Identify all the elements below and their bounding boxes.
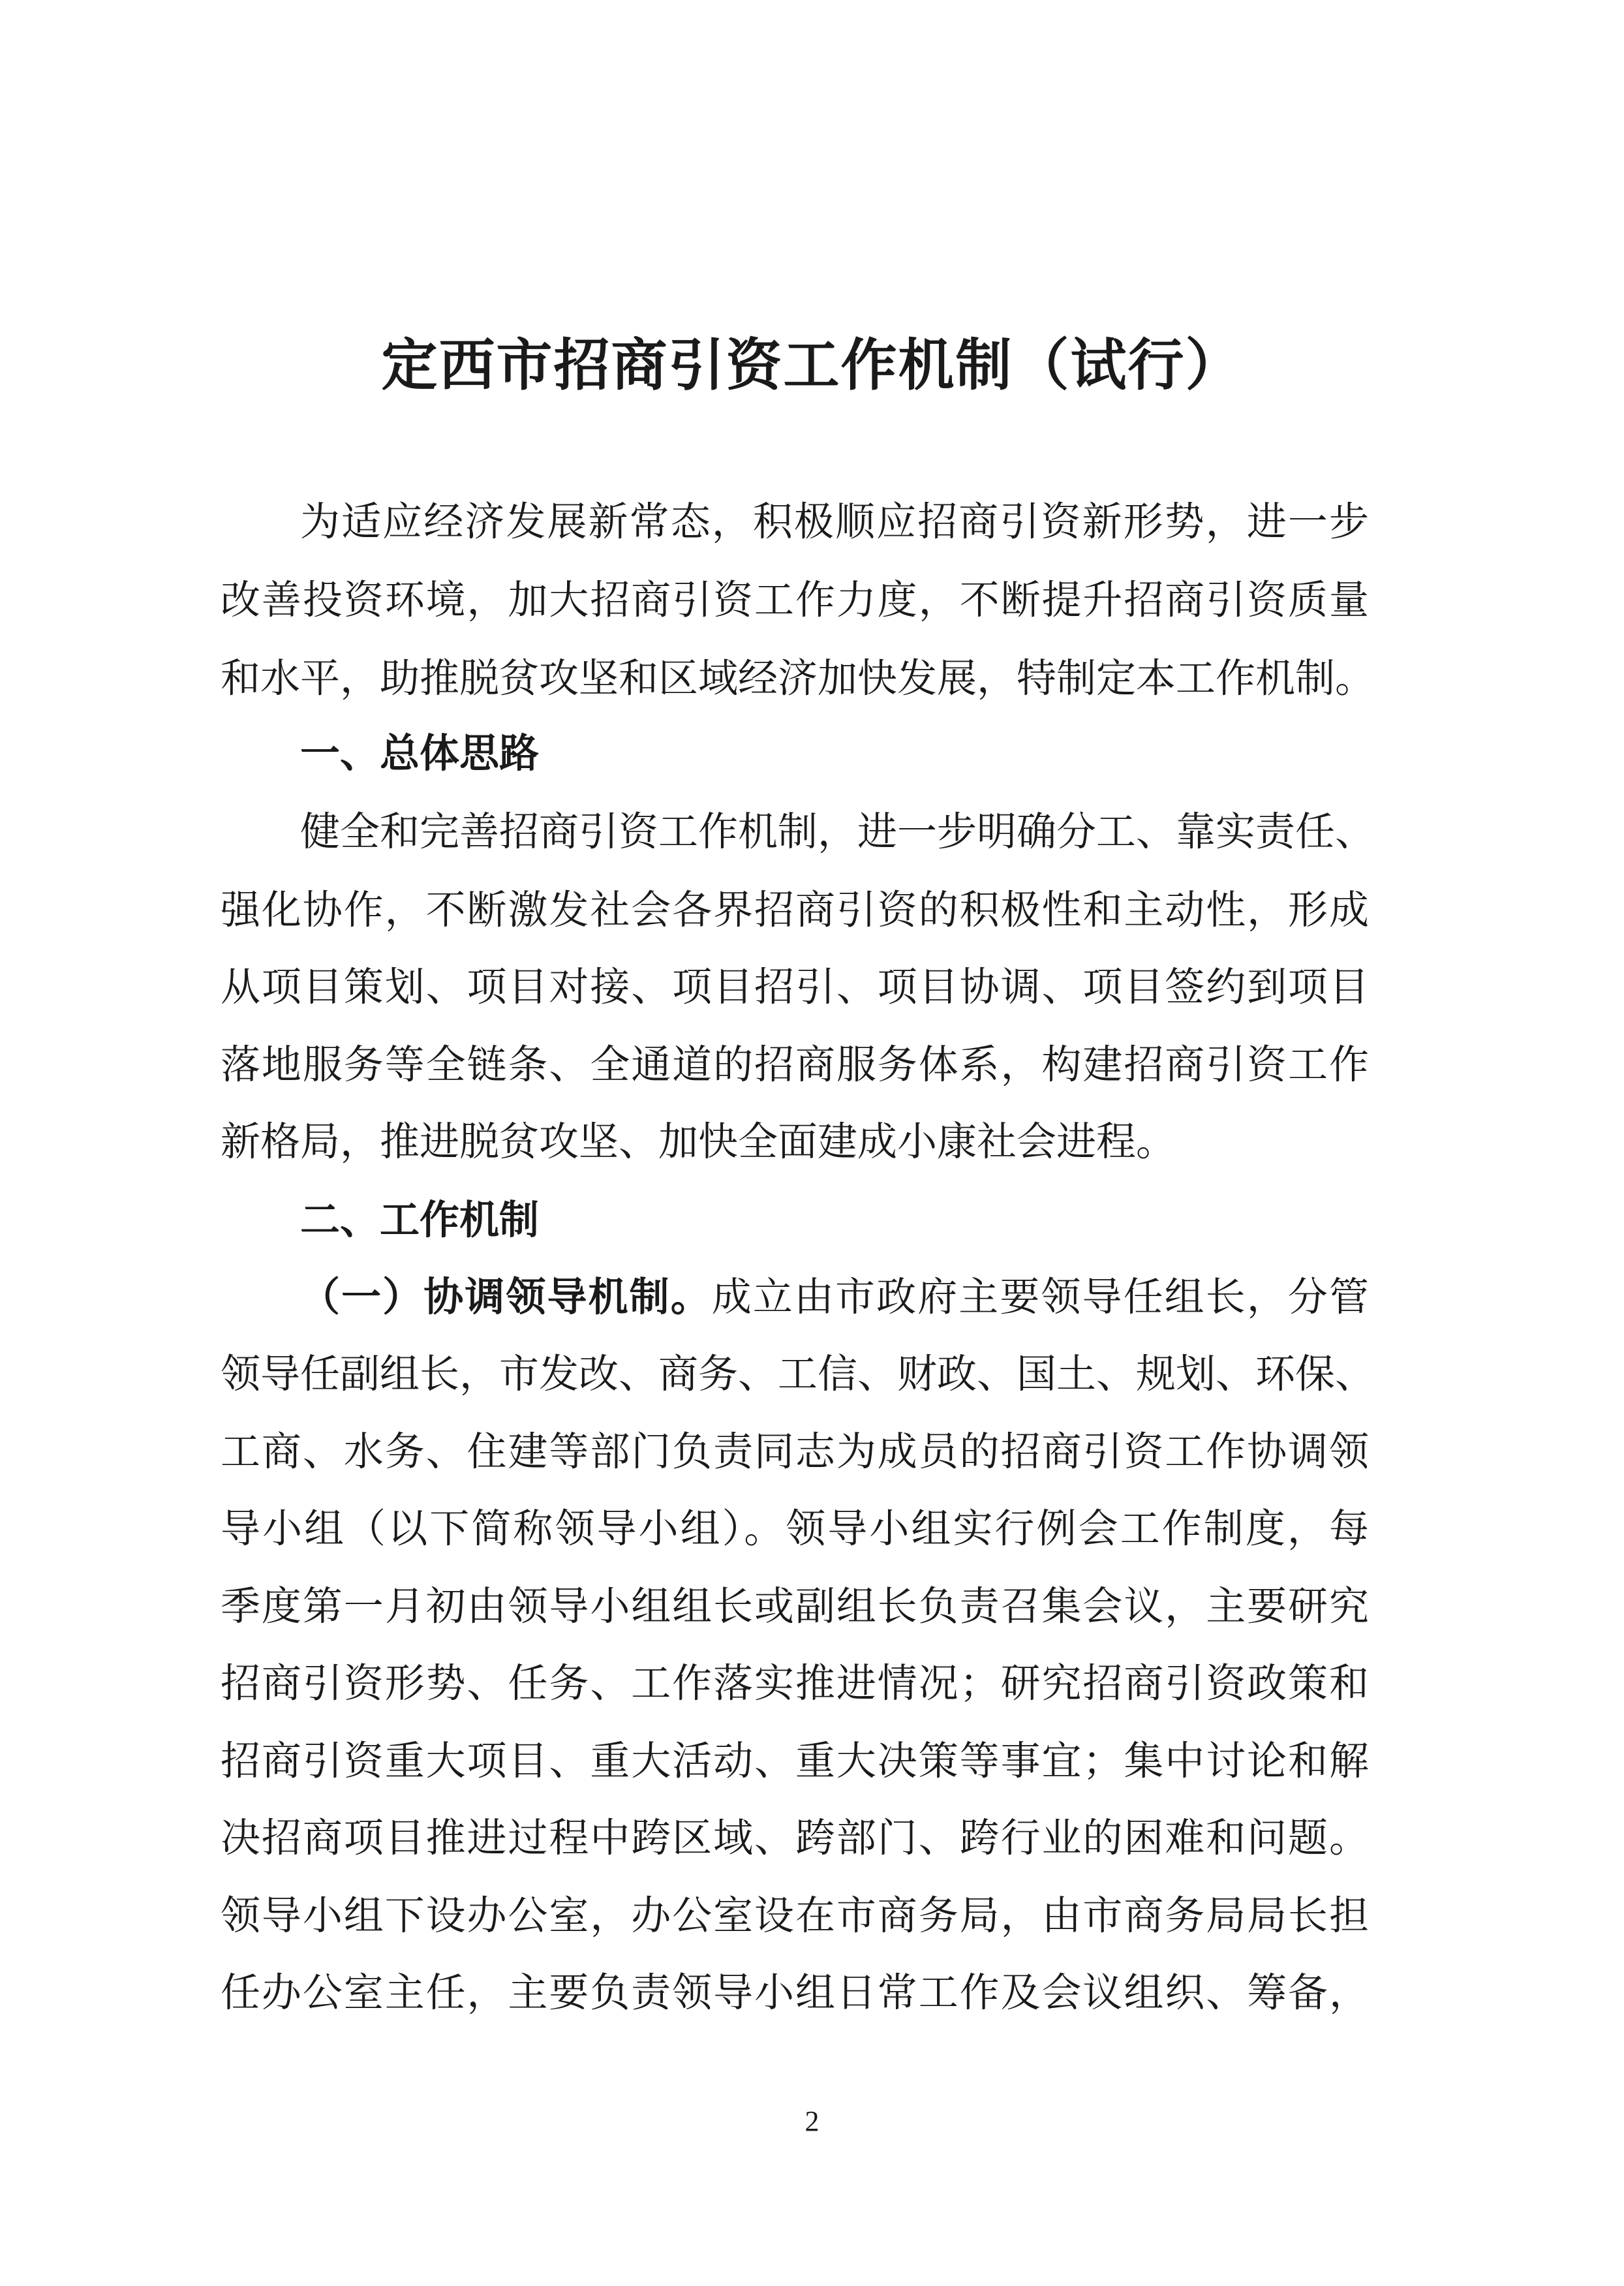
subsection-1-first-line	[300, 1271, 1369, 1323]
subsection-1-lead: （一）协调领导机制。	[300, 1274, 712, 1320]
intro-line-1: 为适应经济发展新常态，积极顺应招商引资新形势，进一步	[300, 499, 1369, 545]
subsection-1-line-4: 导小组（以下简称领导小组）。领导小组实行例会工作制度，每	[221, 1506, 1369, 1552]
subsection-1-line-7: 招商引资重大项目、重大活动、重大决策等事宜；集中讨论和解	[221, 1738, 1369, 1784]
intro-line-2: 改善投资环境，加大招商引资工作力度，不断提升招商引资质量	[221, 577, 1369, 623]
section-1-line-2: 强化协作，不断激发社会各界招商引资的积极性和主动性，形成	[221, 887, 1369, 933]
intro-line-3: 和水平，助推脱贫攻坚和区域经济加快发展，特制定本工作机制。	[221, 655, 1375, 702]
subsection-1-line-8: 决招商项目推进过程中跨区域、跨部门、跨行业的困难和问题。	[221, 1815, 1369, 1861]
subsection-1-line-5: 季度第一月初由领导小组组长或副组长负责召集会议，主要研究	[221, 1583, 1369, 1630]
subsection-1-line-3: 工商、水务、住建等部门负责同志为成员的招商引资工作协调领	[221, 1429, 1369, 1475]
section-1-line-4: 落地服务等全链条、全通道的招商服务体系，构建招商引资工作	[221, 1042, 1369, 1088]
subsection-1-line-9: 领导小组下设办公室，办公室设在市商务局，由市商务局局长担	[221, 1892, 1369, 1939]
subsection-1-line-10: 任办公室主任，主要负责领导小组日常工作及会议组织、筹备，	[221, 1969, 1369, 2016]
section-1-line-1: 健全和完善招商引资工作机制，进一步明确分工、靠实责任、	[300, 809, 1375, 855]
section-1-line-3: 从项目策划、项目对接、项目招引、项目协调、项目签约到项目	[221, 964, 1369, 1010]
subsection-1-line-2: 领导任副组长，市发改、商务、工信、财政、国土、规划、环保、	[221, 1351, 1375, 1397]
section-1-heading: 一、总体思路	[300, 730, 540, 777]
subsection-1-first-rest: 成立由市政府主要领导任组长，分管	[711, 1274, 1369, 1320]
section-2-heading: 二、工作机制	[300, 1197, 540, 1243]
section-1-line-5: 新格局，推进脱贫攻坚、加快全面建成小康社会进程。	[221, 1119, 1176, 1165]
subsection-1-line-6: 招商引资形势、任务、工作落实推进情况；研究招商引资政策和	[221, 1660, 1369, 1707]
document-title: 定西市招商引资工作机制（试行）	[381, 332, 1243, 398]
page-number: 2	[804, 2105, 820, 2137]
